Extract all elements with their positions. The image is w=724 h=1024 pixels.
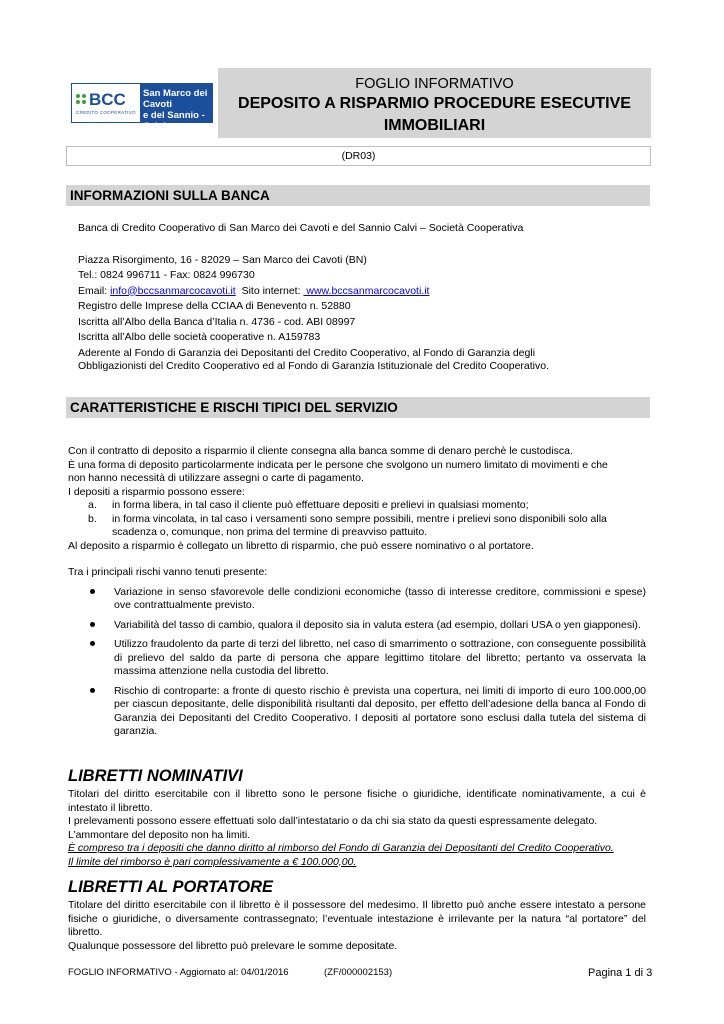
logo-text: BCC — [89, 90, 126, 109]
portatore-p2: Qualunque possessore del libretto può prelevare le somme depositate. — [68, 939, 398, 952]
bullet-icon — [90, 622, 95, 627]
risk-text-2: Variabilità del tasso di cambio, qualora il deposito sia in valuta estera (ad esempio, dollari USA o yen giapponesi). — [114, 618, 641, 631]
bank-info-block — [78, 222, 648, 374]
risks-intro: Tra i principali rischi vanno tenuti presente: — [68, 566, 268, 578]
bank-name: Banca di Credito Cooperativo di San Marco dei Cavoti e del Sannio Calvi – Società Cooperativa — [78, 222, 524, 234]
bullet-icon — [90, 641, 95, 646]
risk-item — [90, 638, 646, 679]
nominativi-block — [68, 788, 646, 869]
section-heading-features: CARATTERISTICHE E RISCHI TIPICI DEL SERVIZIO — [66, 397, 650, 418]
risk-item — [90, 586, 646, 613]
features-p1: Con il contratto di deposito a risparmio il cliente consegna alla banca somme di denaro perchè le custodisca. — [68, 445, 573, 457]
nominativi-p1: Titolari del diritto esercitabile con il libretto sono le persone fisiche o giuridiche, identificate nominativamente, a cui è intestato il libretto. — [68, 788, 646, 814]
features-p4: Al deposito a risparmio è collegato un libretto di risparmio, che può essere nominativo o al portatore. — [68, 539, 534, 552]
title-line1: FOGLIO INFORMATIVO — [355, 76, 514, 92]
bank-fondo-line2: Obbligazionisti del Credito Cooperativo ed al Fondo di Garanzia Istituzionale del Credito Cooperativo. — [78, 360, 550, 372]
title-line2: DEPOSITO A RISPARMIO PROCEDURE ESECUTIVE — [238, 95, 631, 112]
bank-registry: Registro delle Imprese della CCIAA di Benevento n. 52880 — [78, 300, 351, 312]
nominativi-p4: È compreso tra i depositi che danno diritto al rimborso del Fondo di Garanzia dei Depositanti del Credito Cooperativo. — [68, 842, 614, 854]
site-label: Sito internet: — [235, 284, 304, 297]
list-mark-a: a. — [88, 499, 97, 511]
document-code: (DR03) — [66, 146, 651, 166]
logo-subtitle: CREDITO COOPERATIVO — [76, 110, 136, 115]
nominativi-p3: L’ammontare del deposito non ha limiti. — [68, 828, 251, 841]
email-label: Email: — [78, 284, 111, 297]
website-link[interactable]: www.bccsanmarcocavoti.it — [303, 284, 430, 297]
bank-albo-banca: Iscritta all’Albo della Banca d’Italia n. 4736 - cod. ABI 08997 — [78, 315, 356, 328]
footer-doc-code: (ZF/000002153) — [324, 967, 393, 978]
document-title-box — [218, 68, 651, 138]
risk-text-1: Variazione in senso sfavorevole delle condizioni economiche (tasso di interesse creditore, commissioni e spese) ove contrattualmente previsto. — [114, 585, 646, 611]
portatore-p1: Titolare del diritto esercitabile con il libretto è il possessore del medesimo. Il libretto può anche essere intestato a persone fisiche o giuridiche, o diversamente contrassegnato; l’eventuale intestazione è irrilevante per la natura “al portatore” del libretto. — [68, 899, 646, 938]
bank-contacts — [78, 285, 648, 299]
bcc-dots-icon — [76, 94, 87, 105]
portatore-block — [68, 899, 646, 953]
logo-branch-line2: e del Sannio - Calvi — [143, 110, 205, 132]
features-p2-line1: È una forma di deposito particolarmente indicata per le persone che svolgono un numero limitato di movimenti e che — [68, 458, 608, 471]
list-text-b-line1: in forma vincolata, in tal caso i versamenti sono sempre possibili, mentre i prelievi sono disponibili solo alla — [112, 512, 607, 525]
bullet-icon — [90, 688, 95, 693]
features-p2-line2: non hanno necessità di utilizzare assegni o carte di pagamento. — [68, 472, 364, 484]
list-item-b — [68, 513, 648, 540]
features-block — [68, 445, 648, 739]
bank-address: Piazza Risorgimento, 16 - 82029 – San Marco dei Cavoti (BN) — [78, 253, 367, 266]
bank-phone: Tel.: 0824 996711 - Fax: 0824 996730 — [78, 269, 255, 281]
features-p3: I depositi a risparmio possono essere: — [68, 485, 245, 498]
list-mark-b: b. — [88, 512, 97, 525]
list-item-a — [68, 499, 648, 513]
section-heading-bank-info: INFORMAZIONI SULLA BANCA — [66, 185, 650, 206]
risk-text-4: Rischio di controparte: a fronte di questo rischio è prevista una copertura, nei limiti di importo di euro 100.000,00 per ciascun depositante, delle disponibilità risultanti dal deposito, per effetto dell’adesione della banca al Fondo di Garanzia dei Depositanti del Credito Cooperativo. I depositi al portatore sono esclusi dalla tutela del sistema di garanzia. — [114, 684, 646, 737]
footer-update-date: FOGLIO INFORMATIVO - Aggiornato al: 04/01/2016 — [68, 967, 289, 978]
page-number: Pagina 1 di 3 — [588, 967, 653, 979]
bank-fondo-line1: Aderente al Fondo di Garanzia dei Depositanti del Credito Cooperativo, al Fondo di Garanzia degli — [78, 346, 536, 359]
bullet-icon — [90, 589, 95, 594]
bank-logo — [68, 70, 216, 136]
list-text-b-line2: scadenza o, comunque, non prima del termine di preavviso pattuito. — [112, 526, 428, 538]
title-line3: IMMOBILIARI — [383, 117, 486, 134]
risk-item — [90, 685, 646, 739]
bank-albo-coop: Iscritta all’Albo delle società cooperative n. A159783 — [78, 331, 321, 343]
list-text-a: in forma libera, in tal caso il cliente può effettuare depositi e prelievi in qualsiasi momento; — [112, 499, 529, 511]
email-link[interactable]: info@bccsanmarcocavoti.it — [110, 284, 236, 297]
heading-libretti-nominativi: LIBRETTI NOMINATIVI — [68, 767, 243, 785]
risk-item — [90, 619, 646, 633]
logo-branch-line1: San Marco dei Cavoti — [143, 88, 208, 110]
risk-text-3: Utilizzo fraudolento da parte di terzi del libretto, nel caso di smarrimento o sottrazione, con conseguente possibilità di prelievo del saldo da parte di persona che appare legittimo titolare del libretto; pertanto va osservata la massima attenzione nella custodia del libretto. — [114, 638, 646, 677]
heading-libretti-portatore: LIBRETTI AL PORTATORE — [68, 878, 274, 896]
nominativi-p2: I prelevamenti possono essere effettuati solo dall’intestatario o da chi sia stato da questi espressamente delegato. — [68, 815, 598, 827]
nominativi-p5: Il limite del rimborso è pari complessivamente a € 100.000,00. — [68, 855, 357, 868]
